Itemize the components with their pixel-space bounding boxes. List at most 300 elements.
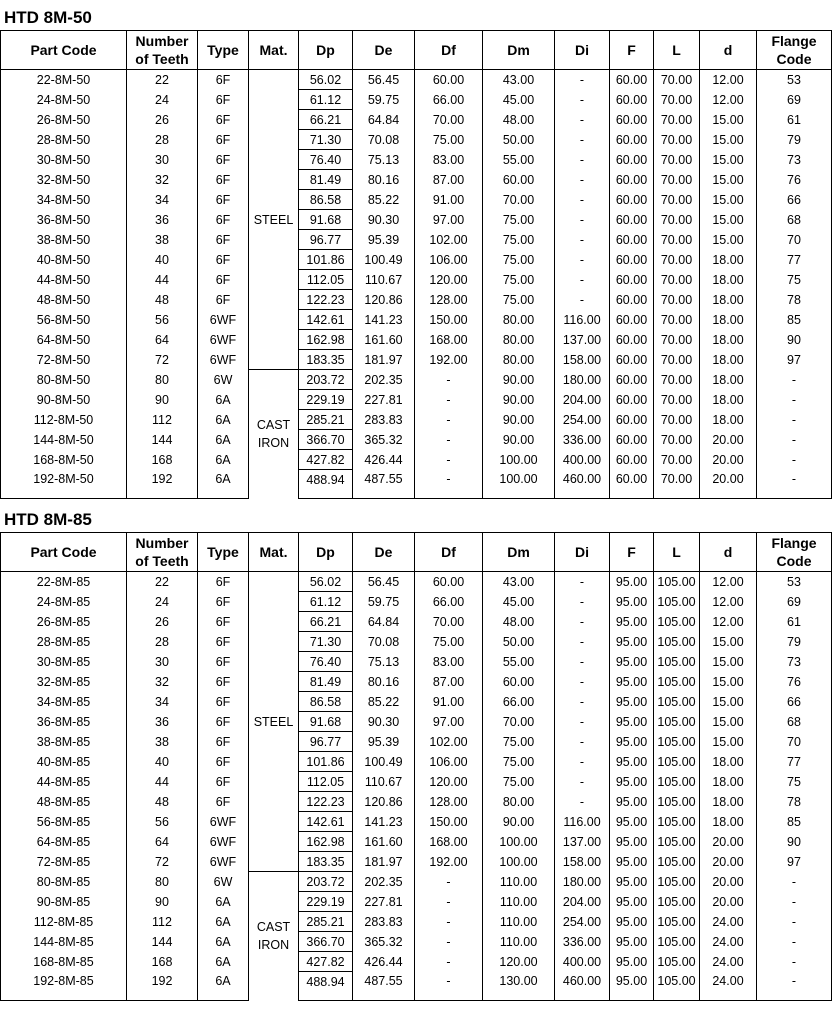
pulley-spec-table [0,532,832,1001]
cell-type: 6A [198,892,249,912]
table-row [1,250,832,270]
cell-d: 15.00 [700,672,757,692]
cell-f: 60.00 [610,210,654,230]
header-text: d [723,42,733,58]
cell-number-of-teeth: 56 [127,812,198,832]
cell-d: 20.00 [700,832,757,852]
cell-flange-code: 70 [757,230,832,250]
cell-dm: 75.00 [483,270,555,290]
cell-di: - [555,572,610,592]
cell-di: - [555,692,610,712]
header-text: Number [135,535,189,551]
header-text: Type [207,42,239,58]
cell-dm: 55.00 [483,150,555,170]
cell-material-steel: STEEL [249,572,299,872]
cell-number-of-teeth: 90 [127,390,198,410]
table-row [1,430,832,450]
cell-l: 70.00 [654,210,700,230]
cell-empty [757,489,832,499]
cell-empty [700,489,757,499]
cell-part-code: 36-8M-50 [1,210,127,230]
cell-d: 18.00 [700,792,757,812]
cell-dp: 112.05 [299,270,353,290]
table-row [1,130,832,150]
table-row [1,832,832,852]
table-row-spacer [1,489,832,499]
cell-d: 18.00 [700,410,757,430]
cell-f: 95.00 [610,732,654,752]
cell-l: 105.00 [654,612,700,632]
header-l [654,31,700,70]
cell-part-code: 28-8M-85 [1,632,127,652]
cell-flange-code: - [757,932,832,952]
header-dp [299,31,353,70]
cell-empty [299,991,353,1001]
cell-df: 120.00 [415,270,483,290]
cell-de: 56.45 [353,70,415,90]
cell-f: 95.00 [610,692,654,712]
cell-de: 426.44 [353,952,415,972]
header-text: Df [441,544,456,560]
cell-df: 83.00 [415,652,483,672]
cell-part-code: 28-8M-50 [1,130,127,150]
cell-type: 6F [198,592,249,612]
cell-df: 66.00 [415,592,483,612]
cell-empty [353,489,415,499]
cell-df: 150.00 [415,310,483,330]
cell-flange-code: - [757,370,832,390]
header-di [555,533,610,572]
cell-flange-code: 53 [757,70,832,90]
cell-d: 15.00 [700,692,757,712]
cell-l: 105.00 [654,632,700,652]
cell-dp: 285.21 [299,912,353,932]
cell-part-code: 56-8M-50 [1,310,127,330]
cell-empty [415,991,483,1001]
header-text: F [627,544,636,560]
cell-df: - [415,912,483,932]
cell-f: 95.00 [610,652,654,672]
cell-type: 6A [198,450,249,470]
cell-l: 105.00 [654,812,700,832]
cell-flange-code: 85 [757,812,832,832]
cell-di: - [555,110,610,130]
cell-dm: 80.00 [483,792,555,812]
cell-f: 95.00 [610,572,654,592]
cell-dp: 101.86 [299,250,353,270]
cell-f: 95.00 [610,712,654,732]
cell-dm: 110.00 [483,912,555,932]
header-row [1,533,832,572]
cell-empty [610,991,654,1001]
cell-di: - [555,752,610,772]
cell-part-code: 22-8M-50 [1,70,127,90]
cell-part-code: 112-8M-85 [1,912,127,932]
cell-dp: 61.12 [299,90,353,110]
cell-d: 24.00 [700,972,757,992]
cell-f: 95.00 [610,912,654,932]
cell-flange-code: 78 [757,792,832,812]
cell-df: 66.00 [415,90,483,110]
cell-d: 24.00 [700,952,757,972]
cell-number-of-teeth: 24 [127,90,198,110]
cell-type: 6A [198,390,249,410]
cell-di: 254.00 [555,410,610,430]
cell-dp: 427.82 [299,952,353,972]
cell-l: 70.00 [654,290,700,310]
cell-flange-code: 85 [757,310,832,330]
cell-d: 24.00 [700,912,757,932]
cell-dm: 75.00 [483,290,555,310]
cell-de: 80.16 [353,672,415,692]
cell-dm: 90.00 [483,812,555,832]
table-row [1,210,832,230]
cell-di: - [555,632,610,652]
cell-d: 18.00 [700,752,757,772]
cell-f: 95.00 [610,872,654,892]
cell-f: 95.00 [610,832,654,852]
cell-df: 128.00 [415,792,483,812]
cell-dm: 48.00 [483,110,555,130]
cell-df: 87.00 [415,170,483,190]
cell-df: 75.00 [415,632,483,652]
cell-f: 95.00 [610,972,654,992]
header-text: L [672,42,681,58]
cell-dp: 71.30 [299,130,353,150]
header-text: Number [135,33,189,49]
material-text: IRON [257,938,290,953]
cell-df: - [415,410,483,430]
cell-type: 6A [198,410,249,430]
header-l [654,533,700,572]
cell-df: 87.00 [415,672,483,692]
cell-df: 97.00 [415,210,483,230]
cell-l: 70.00 [654,470,700,490]
cell-f: 60.00 [610,150,654,170]
cell-number-of-teeth: 22 [127,70,198,90]
cell-d: 15.00 [700,170,757,190]
cell-dm: 110.00 [483,932,555,952]
cell-di: - [555,210,610,230]
cell-dm: 90.00 [483,390,555,410]
header-text: d [723,544,733,560]
cell-empty [415,489,483,499]
cell-f: 60.00 [610,230,654,250]
cell-df: 83.00 [415,150,483,170]
header-text: Flange [771,33,817,49]
cell-df: - [415,952,483,972]
cell-number-of-teeth: 36 [127,210,198,230]
cell-l: 70.00 [654,430,700,450]
cell-dp: 86.58 [299,692,353,712]
header-df [415,31,483,70]
cell-d: 15.00 [700,210,757,230]
cell-number-of-teeth: 48 [127,290,198,310]
cell-number-of-teeth: 168 [127,450,198,470]
table-row [1,672,832,692]
cell-part-code: 22-8M-85 [1,572,127,592]
cell-l: 105.00 [654,572,700,592]
cell-type: 6A [198,430,249,450]
cell-flange-code: - [757,450,832,470]
cell-empty [127,991,198,1001]
cell-dp: 183.35 [299,852,353,872]
cell-df: 60.00 [415,572,483,592]
cell-part-code: 80-8M-50 [1,370,127,390]
cell-dp: 162.98 [299,330,353,350]
cell-l: 105.00 [654,972,700,992]
cell-flange-code: 79 [757,130,832,150]
cell-empty [700,991,757,1001]
cell-di: 116.00 [555,310,610,330]
cell-df: - [415,450,483,470]
header-text: Code [776,553,812,569]
cell-di: - [555,712,610,732]
cell-type: 6F [198,672,249,692]
table-row [1,752,832,772]
cell-de: 227.81 [353,892,415,912]
cell-d: 12.00 [700,592,757,612]
cell-empty [610,489,654,499]
cell-flange-code: - [757,470,832,490]
cell-flange-code: 66 [757,190,832,210]
cell-number-of-teeth: 40 [127,250,198,270]
table-row [1,712,832,732]
cell-dm: 50.00 [483,632,555,652]
cell-l: 105.00 [654,932,700,952]
cell-f: 60.00 [610,190,654,210]
cell-material-steel: STEEL [249,70,299,370]
header-text: Df [441,42,456,58]
cell-part-code: 30-8M-85 [1,652,127,672]
cell-dm: 100.00 [483,470,555,490]
cell-d: 18.00 [700,350,757,370]
cell-empty [483,991,555,1001]
table-row [1,792,832,812]
cell-f: 95.00 [610,952,654,972]
cell-dp: 488.94 [299,972,353,992]
header-d [700,31,757,70]
cell-dm: 45.00 [483,90,555,110]
cell-type: 6A [198,972,249,992]
cell-number-of-teeth: 144 [127,932,198,952]
cell-dp: 285.21 [299,410,353,430]
cell-part-code: 44-8M-50 [1,270,127,290]
cell-number-of-teeth: 192 [127,972,198,992]
cell-dm: 120.00 [483,952,555,972]
cell-type: 6A [198,932,249,952]
cell-de: 90.30 [353,210,415,230]
cell-flange-code: - [757,430,832,450]
cell-di: - [555,90,610,110]
cell-di: 204.00 [555,390,610,410]
cell-l: 105.00 [654,952,700,972]
cell-di: 180.00 [555,370,610,390]
cell-flange-code: 69 [757,90,832,110]
table-row [1,170,832,190]
cell-number-of-teeth: 64 [127,330,198,350]
cell-di: - [555,270,610,290]
cell-d: 20.00 [700,872,757,892]
cell-empty [353,991,415,1001]
cell-dp: 81.49 [299,672,353,692]
cell-de: 100.49 [353,250,415,270]
cell-part-code: 34-8M-50 [1,190,127,210]
cell-de: 100.49 [353,752,415,772]
cell-d: 15.00 [700,150,757,170]
table-row [1,692,832,712]
cell-part-code: 144-8M-85 [1,932,127,952]
cell-type: 6W [198,872,249,892]
cell-df: 70.00 [415,110,483,130]
cell-l: 105.00 [654,772,700,792]
cell-dm: 90.00 [483,370,555,390]
cell-l: 70.00 [654,110,700,130]
cell-de: 487.55 [353,470,415,490]
cell-di: 336.00 [555,430,610,450]
cell-di: - [555,130,610,150]
table-row [1,270,832,290]
cell-l: 70.00 [654,70,700,90]
cell-de: 110.67 [353,270,415,290]
cell-d: 12.00 [700,90,757,110]
cell-type: 6F [198,70,249,90]
cell-f: 60.00 [610,290,654,310]
header-number-of-teeth [127,31,198,70]
cell-df: - [415,390,483,410]
cell-df: - [415,892,483,912]
header-text: L [672,544,681,560]
cell-flange-code: 77 [757,250,832,270]
cell-part-code: 38-8M-50 [1,230,127,250]
cell-number-of-teeth: 64 [127,832,198,852]
cell-flange-code: - [757,912,832,932]
cell-f: 95.00 [610,672,654,692]
cell-df: 91.00 [415,692,483,712]
cell-number-of-teeth: 48 [127,792,198,812]
cell-flange-code: - [757,872,832,892]
header-text: of Teeth [135,553,189,569]
cell-flange-code: - [757,952,832,972]
cell-de: 95.39 [353,732,415,752]
cell-dp: 122.23 [299,792,353,812]
cell-l: 70.00 [654,450,700,470]
cell-part-code: 24-8M-50 [1,90,127,110]
cell-d: 15.00 [700,632,757,652]
cell-df: - [415,470,483,490]
cell-f: 60.00 [610,410,654,430]
cell-flange-code: 70 [757,732,832,752]
table-row [1,852,832,872]
cell-part-code: 64-8M-50 [1,330,127,350]
cell-empty [555,489,610,499]
cell-dp: 427.82 [299,450,353,470]
cell-f: 60.00 [610,270,654,290]
cell-flange-code: 78 [757,290,832,310]
cell-number-of-teeth: 36 [127,712,198,732]
cell-flange-code: 76 [757,672,832,692]
cell-d: 12.00 [700,572,757,592]
cell-empty [483,489,555,499]
cell-type: 6F [198,692,249,712]
cell-dm: 66.00 [483,692,555,712]
cell-number-of-teeth: 112 [127,912,198,932]
cell-l: 70.00 [654,390,700,410]
cell-part-code: 192-8M-85 [1,972,127,992]
cell-f: 60.00 [610,170,654,190]
cell-dp: 71.30 [299,632,353,652]
cell-de: 202.35 [353,872,415,892]
cell-part-code: 34-8M-85 [1,692,127,712]
cell-di: 158.00 [555,852,610,872]
cell-dp: 56.02 [299,70,353,90]
cell-type: 6WF [198,832,249,852]
cell-df: 168.00 [415,330,483,350]
cell-type: 6F [198,772,249,792]
cell-dp: 112.05 [299,772,353,792]
cell-flange-code: 61 [757,612,832,632]
cell-de: 181.97 [353,350,415,370]
cell-dp: 56.02 [299,572,353,592]
cell-type: 6F [198,90,249,110]
cell-f: 60.00 [610,250,654,270]
cell-de: 64.84 [353,612,415,632]
cell-di: - [555,290,610,310]
cell-f: 60.00 [610,470,654,490]
cell-number-of-teeth: 44 [127,270,198,290]
cell-l: 105.00 [654,712,700,732]
cell-type: 6F [198,190,249,210]
cell-type: 6A [198,470,249,490]
cell-part-code: 168-8M-85 [1,952,127,972]
cell-d: 15.00 [700,732,757,752]
table-row [1,592,832,612]
cell-dm: 100.00 [483,450,555,470]
cell-di: - [555,772,610,792]
cell-di: - [555,792,610,812]
cell-number-of-teeth: 40 [127,752,198,772]
cell-d: 20.00 [700,852,757,872]
cell-number-of-teeth: 168 [127,952,198,972]
cell-flange-code: 75 [757,772,832,792]
cell-type: 6F [198,792,249,812]
cell-dp: 81.49 [299,170,353,190]
cell-d: 15.00 [700,230,757,250]
cell-dm: 45.00 [483,592,555,612]
cell-f: 60.00 [610,130,654,150]
cell-type: 6WF [198,350,249,370]
cell-type: 6F [198,732,249,752]
table-row [1,190,832,210]
cell-flange-code: 97 [757,852,832,872]
cell-number-of-teeth: 30 [127,652,198,672]
cell-f: 95.00 [610,852,654,872]
cell-part-code: 26-8M-50 [1,110,127,130]
cell-de: 181.97 [353,852,415,872]
cell-f: 60.00 [610,70,654,90]
cell-dp: 366.70 [299,430,353,450]
cell-dm: 80.00 [483,310,555,330]
cell-type: 6F [198,632,249,652]
cell-di: 254.00 [555,912,610,932]
table-row [1,330,832,350]
cell-di: 137.00 [555,832,610,852]
header-type [198,533,249,572]
cell-part-code: 112-8M-50 [1,410,127,430]
cell-flange-code: - [757,390,832,410]
cell-type: 6F [198,612,249,632]
cell-f: 95.00 [610,752,654,772]
